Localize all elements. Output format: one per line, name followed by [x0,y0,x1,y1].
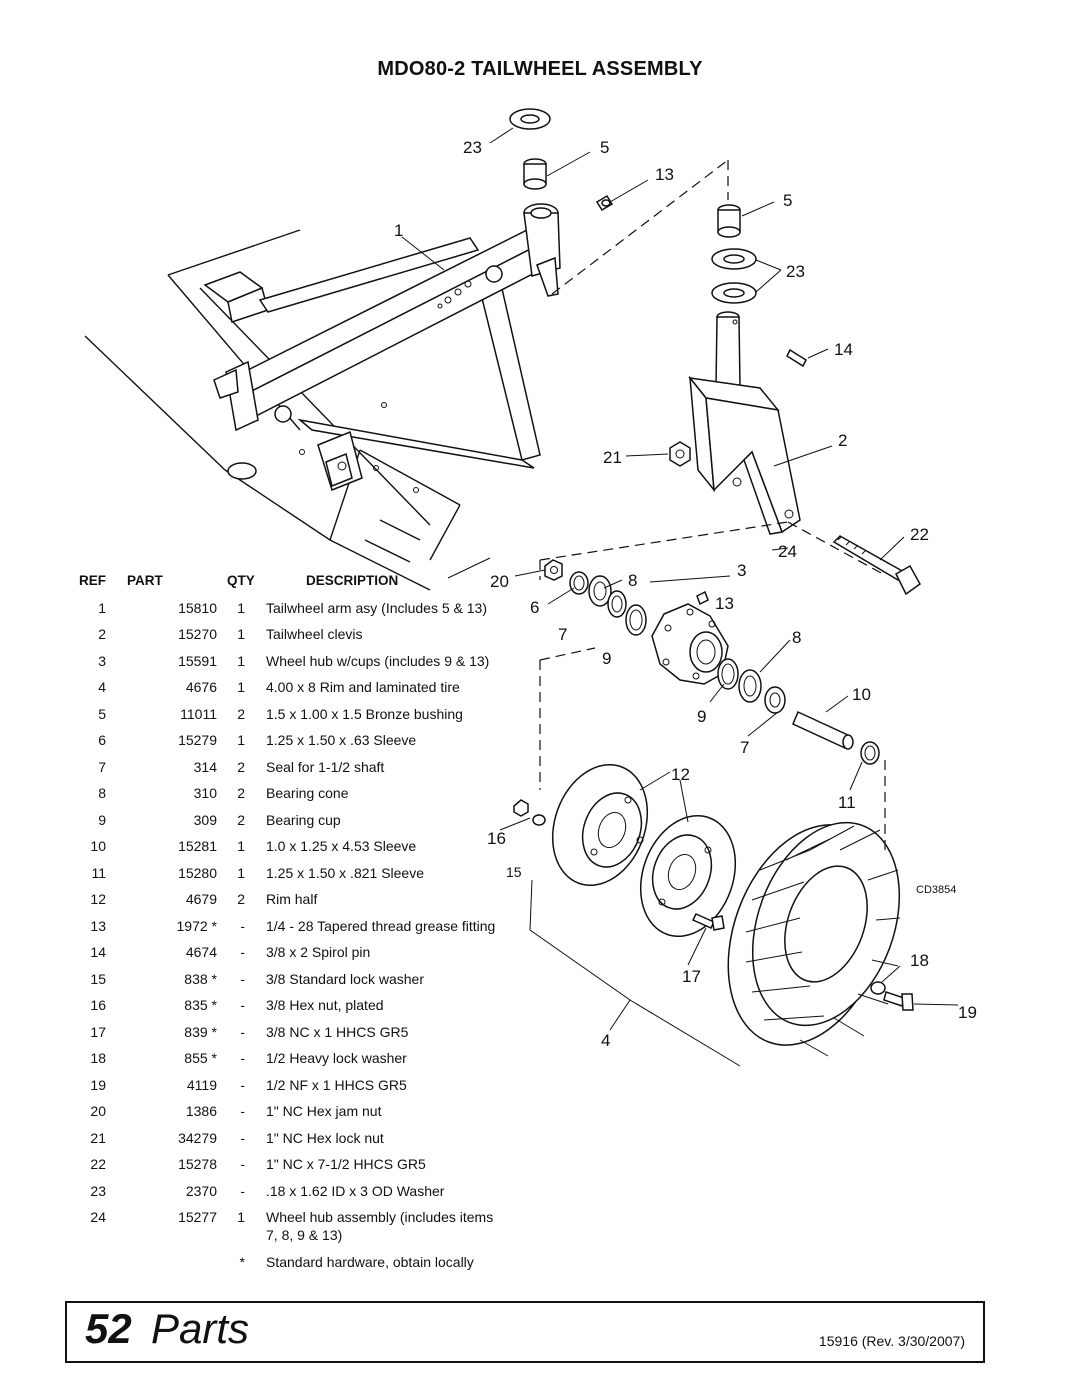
callout: 5 [783,191,793,210]
cell-qty: 2 [237,891,245,907]
cell-part: 314 [193,758,217,775]
cell-qty: - [240,944,245,960]
table-row [68,807,495,834]
table-row [68,754,495,781]
callout: 21 [603,448,622,467]
assembly-dashes [540,160,885,850]
cell-description: 3/8 x 2 Spirol pin [266,944,371,960]
cell-ref: 3 [98,652,106,669]
cell-part: 34279 [178,1129,217,1146]
cell-ref: 2 [98,626,106,642]
cell-qty: 2 [237,785,245,801]
callout: 3 [737,561,747,580]
cell-empty [68,1227,106,1243]
cell-description: 1/4 - 28 Tapered thread grease fitting [266,917,496,934]
grease-fitting-13-top [597,196,612,210]
cell-part: 11011 [180,705,217,722]
cell-part: 15279 [178,732,217,748]
cell-part: 15278 [178,1156,217,1172]
hub-components [545,560,879,764]
cell-qty: 1 [237,1209,245,1225]
table-row [68,780,495,807]
cell-part: 310 [193,785,217,801]
callout: 16 [487,829,506,848]
table-row [68,727,495,754]
cell-part: 15277 [178,1209,217,1225]
cell-description: 1.5 x 1.00 x 1.5 Bronze bushing [266,705,463,722]
bolt-22 [834,536,920,594]
callout: 7 [558,625,568,644]
cell-description: 3/8 NC x 1 HHCS GR5 [266,1023,409,1040]
callout: 13 [655,165,674,184]
cell-ref: 1 [98,599,106,616]
cell-ref: 8 [98,785,106,801]
callout: 24 [778,542,797,561]
table-row [68,1019,495,1046]
cell-part: 839 * [184,1023,217,1040]
table-row [68,966,495,993]
cell-qty: - [240,1023,245,1040]
tailwheel-clevis [690,312,800,534]
cell-qty: - [240,970,245,987]
cell-ref: 5 [98,705,106,722]
cell-description: Bearing cup [266,811,341,828]
cell-part: 1972 * [176,917,217,934]
table-row [68,1045,495,1072]
page-footer [65,1301,985,1363]
table-row [68,595,495,622]
cell-ref: 20 [90,1103,106,1119]
table-row [68,833,495,860]
header-description: DESCRIPTION [306,573,399,588]
cell-ref: 17 [90,1023,106,1040]
table-header-row [68,568,495,595]
cell-qty: 1 [237,626,245,642]
cell-qty: 1 [237,652,245,669]
cell-ref: 10 [90,838,106,854]
cell-part: 855 * [184,1050,217,1066]
cell-qty: - [240,1050,245,1066]
table-row [68,1125,495,1152]
cell-description: 4.00 x 8 Rim and laminated tire [266,679,460,695]
cell-part: 4676 [185,679,217,695]
cell-part: 4679 [185,891,217,907]
cell-description: Seal for 1-1/2 shaft [266,758,385,775]
header-part: PART [127,573,163,588]
cell-qty: 1 [237,679,245,695]
cell-part: 838 * [184,970,217,987]
cell-part: 309 [193,811,217,828]
cell-description: Tailwheel arm asy (Includes 5 & 13) [266,599,487,616]
cell-description: Rim half [266,891,318,907]
callout: 5 [600,138,610,157]
callout: 19 [958,1003,977,1022]
page-number: 52 [85,1305,132,1352]
cell-empty [106,1249,217,1276]
table-row [68,648,495,675]
cell-part: 15810 [178,599,217,616]
cell-description: .18 x 1.62 ID x 3 OD Washer [266,1182,445,1199]
callout: 7 [740,738,750,757]
callout: 8 [792,628,802,647]
table-row [68,1178,495,1205]
spirol-pin-14 [787,350,806,366]
callout: 15 [506,864,522,880]
cell-description: 1/2 NF x 1 HHCS GR5 [266,1076,407,1093]
cell-description: 1.25 x 1.50 x .821 Sleeve [266,864,424,881]
cell-part: 4119 [186,1076,217,1093]
callout: 8 [628,571,638,590]
cell-qty: - [240,1103,245,1119]
callout: 12 [671,765,690,784]
cell-ref: 15 [90,970,106,987]
footnote-mark: * [239,1253,245,1270]
callout: 2 [838,431,848,450]
cell-ref: 12 [90,891,106,907]
cell-ref: 19 [90,1076,106,1093]
callout: 20 [490,572,509,591]
cell-description: Wheel hub w/cups (includes 9 & 13) [266,652,490,669]
cell-qty: - [240,917,245,934]
top-washer-23 [510,109,550,129]
table-row [68,674,495,701]
cell-description: Wheel hub assembly (includes items [266,1209,494,1225]
right-bushing-5 [718,205,740,237]
cell-ref: 16 [90,997,106,1013]
cell-part: 1386 [185,1103,217,1119]
callout: 18 [910,951,929,970]
cell-qty: - [240,1076,245,1093]
laminated-tire [699,802,925,1067]
cell-description: 1.25 x 1.50 x .63 Sleeve [266,732,417,748]
cell-part: 835 * [184,997,217,1013]
cell-ref: 24 [90,1209,106,1225]
cell-part: 15591 [178,652,217,669]
cell-part: 2370 [185,1182,217,1199]
table-row [68,860,495,887]
cell-description: 1" NC Hex lock nut [266,1129,384,1146]
cell-qty: 1 [237,864,245,881]
table-row [68,1151,495,1178]
callout: 6 [530,598,540,617]
top-bushing-5 [524,159,546,189]
drawing-code: CD3854 [916,884,957,896]
cell-qty: 1 [237,732,245,748]
callout: 22 [910,525,929,544]
cell-part: 4674 [185,944,217,960]
cell-description: 3/8 Hex nut, plated [266,997,384,1013]
cell-ref: 23 [90,1182,106,1199]
cell-part: 15280 [178,864,217,881]
table-row [68,992,495,1019]
parts-list-table [68,568,495,1275]
cell-qty: - [240,997,245,1013]
header-qty: QTY [227,573,255,588]
page-title: MDO80-2 TAILWHEEL ASSEMBLY [377,58,703,80]
cell-ref: 4 [98,679,106,695]
cell-ref: 21 [90,1129,106,1146]
callout: 1 [394,221,404,240]
table-row [68,621,495,648]
cell-description: 1" NC Hex jam nut [266,1103,382,1119]
cell-qty: 2 [237,705,245,722]
cell-qty: 2 [237,811,245,828]
cell-description: Bearing cone [266,785,349,801]
cell-description: 3/8 Standard lock washer [266,970,424,987]
cell-qty: 1 [237,599,245,616]
callout: 11 [838,793,856,812]
cell-qty: - [240,1129,245,1146]
tire-hardware [871,982,913,1010]
cell-empty [217,1227,245,1243]
callout: 9 [602,649,612,668]
cell-empty [68,1249,106,1276]
cell-ref: 11 [91,864,106,881]
table-row [68,939,495,966]
footnote-text: Standard hardware, obtain locally [266,1253,474,1270]
cell-part: 15281 [178,838,217,854]
callout: 9 [697,707,707,726]
cell-description: 1/2 Heavy lock washer [266,1050,407,1066]
callout: 17 [682,967,701,986]
cell-ref: 9 [98,811,106,828]
header-ref: REF [79,573,106,588]
table-row [68,1098,495,1125]
cell-empty [106,1227,217,1243]
cell-ref: 6 [98,732,106,748]
cell-ref: 7 [98,758,106,775]
cell-description-cont: 7, 8, 9 & 13) [266,1226,343,1243]
cell-qty: 2 [237,758,245,775]
cell-description: Tailwheel clevis [266,626,363,642]
section-title: Parts [151,1305,250,1352]
cell-ref: 14 [90,944,106,960]
table-row [68,701,495,728]
cell-ref: 22 [90,1156,106,1172]
cell-qty: - [240,1156,245,1172]
callout: 23 [786,262,805,281]
callout: 14 [834,340,853,359]
callout: 10 [852,685,871,704]
cell-description: 1.0 x 1.25 x 4.53 Sleeve [266,838,417,854]
cell-ref: 13 [90,917,106,934]
cell-part: 15270 [178,626,217,642]
document-revision: 15916 (Rev. 3/30/2007) [818,1333,965,1349]
callout: 23 [463,138,482,157]
callout: 4 [601,1031,611,1050]
table-row [68,886,495,913]
lock-nut-21 [670,442,690,466]
cell-description: 1" NC x 7-1/2 HHCS GR5 [266,1156,426,1172]
cell-qty: - [240,1182,245,1199]
callout: 13 [715,594,734,613]
table-row [68,1072,495,1099]
cell-ref: 18 [90,1050,106,1066]
cell-qty: 1 [237,838,245,854]
right-washers-23 [712,249,756,303]
table-row [68,913,495,940]
table-footnote [68,1249,495,1276]
